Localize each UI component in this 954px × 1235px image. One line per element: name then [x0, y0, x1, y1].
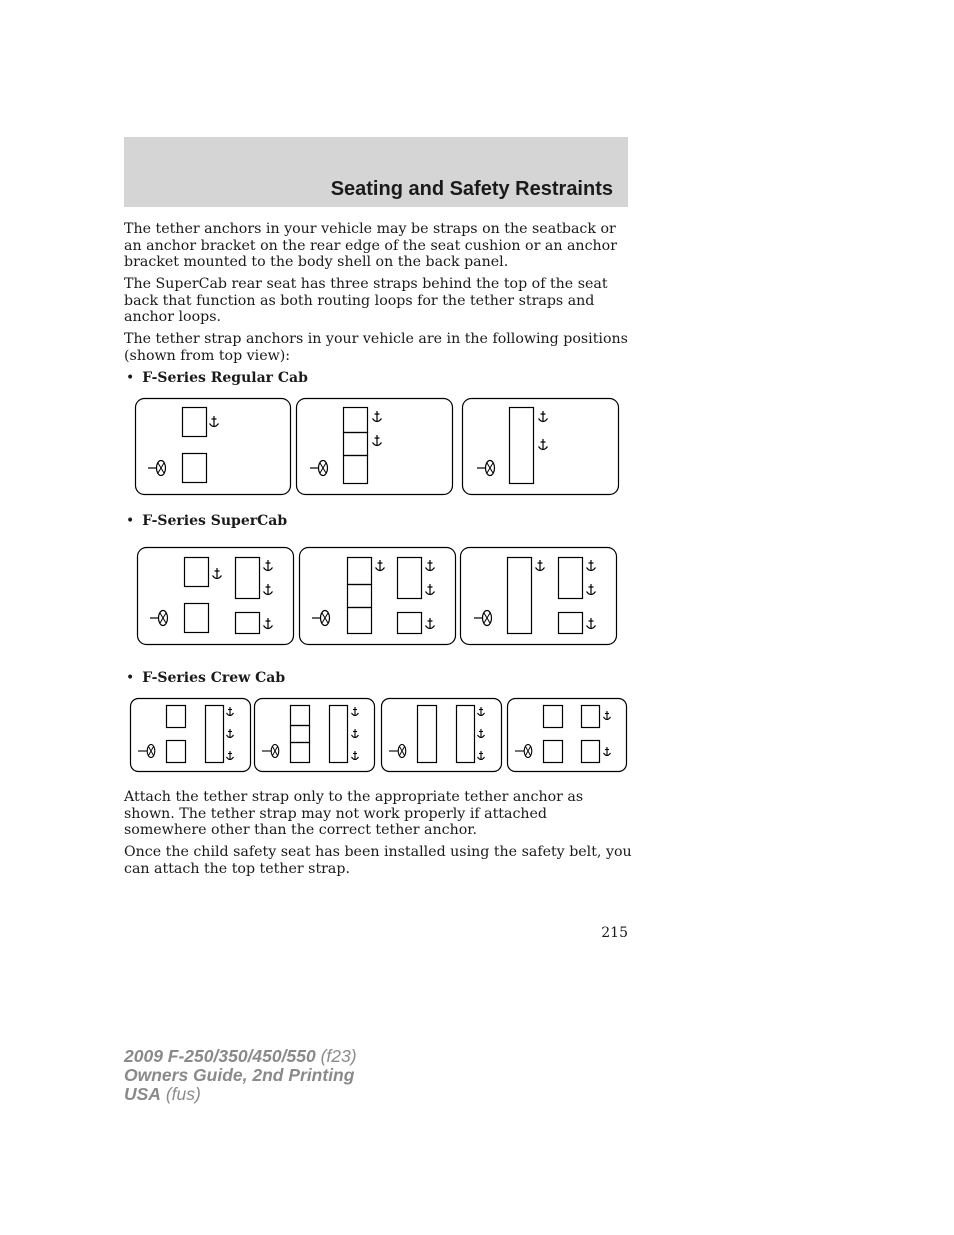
- regular-cab-diagrams: [130, 395, 625, 500]
- anchor-icon: [213, 568, 222, 579]
- section-title: Seating and Safety Restraints: [330, 178, 613, 200]
- supercab-diagrams: [130, 543, 625, 649]
- footer-line-2: [124, 1066, 357, 1085]
- footer-market-code: (fus): [160, 1084, 201, 1104]
- crew-cab-diagrams: [126, 694, 632, 776]
- anchor-icon: [373, 411, 382, 422]
- anchor-icon: [539, 411, 548, 422]
- paragraph-anchor-positions: The tether strap anchors in your vehicle are in the following positions (shown from top view):: [124, 331, 628, 364]
- crew-cab-diagram-4: [508, 699, 627, 772]
- footer-line-3: [124, 1085, 357, 1104]
- anchor-icon: [376, 560, 385, 571]
- footer-model-code: (f23): [315, 1046, 357, 1066]
- anchor-icon: [352, 751, 359, 760]
- anchor-icon: [426, 560, 435, 571]
- steering-wheel-icon: [148, 461, 166, 476]
- crew-cab-diagram-3: [382, 699, 502, 772]
- steering-wheel-icon: [150, 611, 168, 626]
- section-header-band: [124, 137, 628, 207]
- bullet-marker: •: [126, 370, 135, 386]
- anchor-icon: [227, 751, 234, 760]
- paragraph-tether-anchors: The tether anchors in your vehicle may be straps on the seatback or an anchor bracket on the rear edge of the seat cushion or an anchor bracket mounted to the body shell on the back panel.: [124, 221, 617, 271]
- anchor-icon: [587, 584, 596, 595]
- footer-publication-info: [124, 1047, 357, 1104]
- regular-cab-diagram-2: [297, 399, 453, 495]
- anchor-icon: [373, 435, 382, 446]
- anchor-icon: [539, 439, 548, 450]
- anchor-icon: [478, 751, 485, 760]
- supercab-diagram-1: [138, 548, 294, 645]
- steering-wheel-icon: [138, 745, 155, 758]
- anchor-icon: [352, 729, 359, 738]
- steering-wheel-icon: [474, 611, 492, 626]
- footer-guide-edition: Owners Guide, 2nd Printing: [124, 1065, 355, 1085]
- anchor-icon: [227, 707, 234, 716]
- steering-wheel-icon: [515, 745, 532, 758]
- crew-cab-diagram-2: [255, 699, 375, 772]
- steering-wheel-icon: [262, 745, 279, 758]
- anchor-icon: [478, 729, 485, 738]
- crew-cab-diagram-1: [131, 699, 251, 772]
- paragraph-attach-tether: Attach the tether strap only to the appropriate tether anchor as shown. The tether strap may not work properly if attached somewhere other than the correct tether anchor.: [124, 789, 584, 839]
- anchor-icon: [587, 618, 596, 629]
- bullet-crew-cab: [124, 670, 285, 686]
- page-number: 215: [601, 925, 628, 941]
- anchor-icon: [352, 707, 359, 716]
- steering-wheel-icon: [310, 461, 328, 476]
- regular-cab-diagram-3: [463, 399, 619, 495]
- footer-market: USA: [124, 1084, 161, 1104]
- anchor-icon: [536, 560, 545, 571]
- bullet-supercab-label: F-Series SuperCab: [142, 513, 288, 529]
- bullet-regular-cab: [124, 370, 308, 386]
- anchor-icon: [264, 560, 273, 571]
- anchor-icon: [264, 584, 273, 595]
- anchor-icon: [227, 729, 234, 738]
- regular-cab-diagram-1: [136, 399, 291, 495]
- paragraph-install-seat: Once the child safety seat has been installed using the safety belt, you can attach the top tether strap.: [124, 844, 632, 877]
- anchor-icon: [604, 747, 611, 756]
- bullet-crew-cab-label: F-Series Crew Cab: [142, 670, 286, 686]
- bullet-marker: •: [126, 670, 135, 686]
- steering-wheel-icon: [477, 461, 495, 476]
- footer-line-1: [124, 1047, 357, 1066]
- footer-model: 2009 F-250/350/450/550: [124, 1046, 316, 1066]
- anchor-icon: [478, 707, 485, 716]
- anchor-icon: [264, 618, 273, 629]
- supercab-diagram-2: [300, 548, 456, 645]
- steering-wheel-icon: [312, 611, 330, 626]
- bullet-regular-cab-label: F-Series Regular Cab: [142, 370, 308, 386]
- steering-wheel-icon: [389, 745, 406, 758]
- anchor-icon: [587, 560, 596, 571]
- anchor-icon: [210, 416, 219, 427]
- supercab-diagram-3: [461, 548, 617, 645]
- anchor-icon: [604, 711, 611, 720]
- paragraph-supercab-straps: The SuperCab rear seat has three straps behind the top of the seat back that function as both routing loops for the tether straps and anchor loops.: [124, 276, 608, 326]
- bullet-marker: •: [126, 513, 135, 529]
- anchor-icon: [426, 618, 435, 629]
- bullet-supercab: [124, 513, 287, 529]
- anchor-icon: [426, 584, 435, 595]
